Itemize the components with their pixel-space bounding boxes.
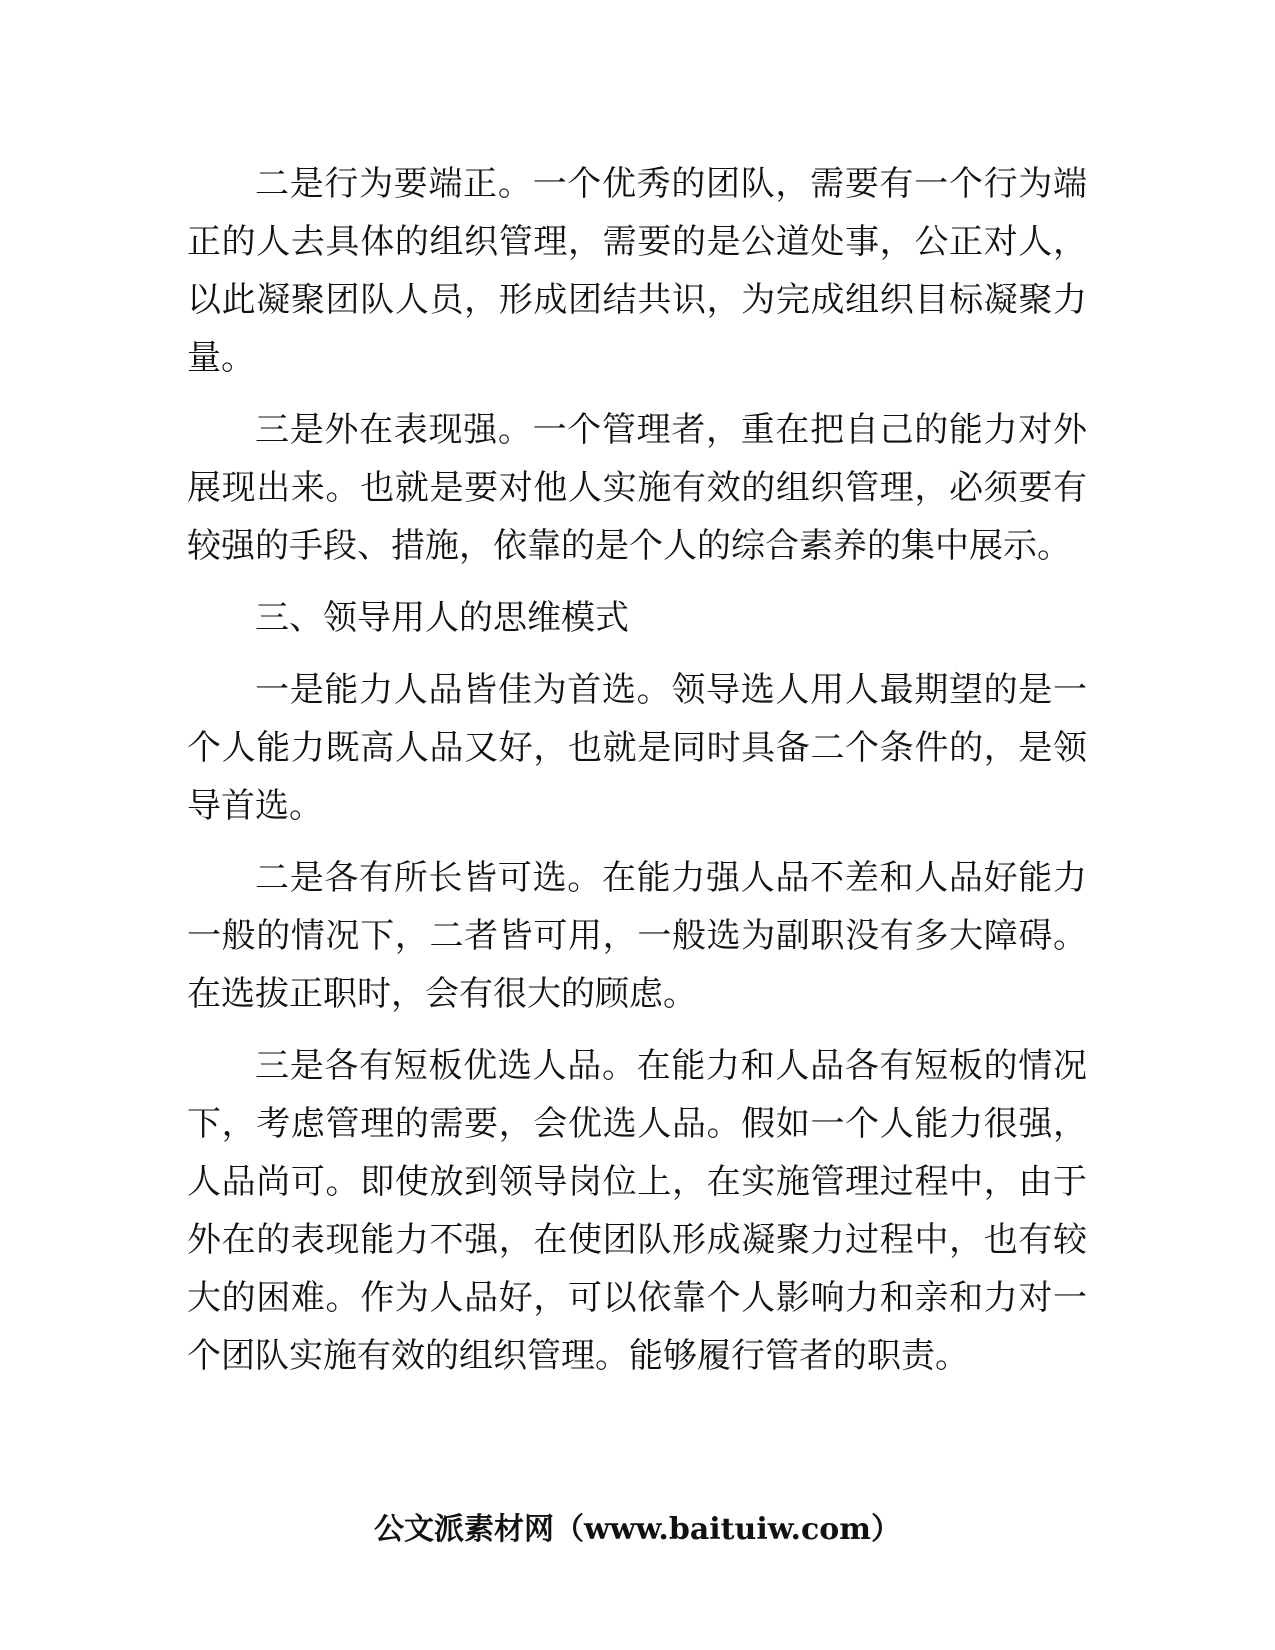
paragraph-behavior: 二是行为要端正。一个优秀的团队，需要有一个行为端正的人去具体的组织管理，需要的是公道处事，公正对人，以此凝聚团队人员，形成团结共识，为完成组织目标凝聚力量。 bbox=[187, 164, 1087, 378]
paragraph-first-choice: 一是能力人品皆佳为首选。领导选人用人最期望的是一个人能力既高人品又好，也就是同时具备二个条件的，是领导首选。 bbox=[187, 670, 1087, 826]
paragraph-each-strength: 二是各有所长皆可选。在能力强人品不差和人品好能力一般的情况下，二者皆可用，一般选为副职没有多大障碍。在选拔正职时，会有很大的顾虑。 bbox=[187, 858, 1087, 1014]
document-body bbox=[187, 155, 1087, 1399]
paragraph-prefer-character: 三是各有短板优选人品。在能力和人品各有短板的情况下，考虑管理的需要，会优选人品。假如一个人能力很强，人品尚可。即使放到领导岗位上，在实施管理过程中，由于外在的表现能力不强，在使团队形成凝聚力过程中，也有较大的困难。作为人品好，可以依靠个人影响力和亲和力对一个团队实施有效的组织管理。能够履行管者的职责。 bbox=[187, 1046, 1087, 1376]
paragraph-external-performance: 三是外在表现强。一个管理者，重在把自己的能力对外展现出来。也就是要对他人实施有效的组织管理，必须要有较强的手段、措施，依靠的是个人的综合素养的集中展示。 bbox=[187, 410, 1087, 566]
footer-source: 公文派素材网（www.baituiw.com） bbox=[373, 1512, 902, 1547]
section-heading: 三、领导用人的思维模式 bbox=[255, 598, 629, 638]
